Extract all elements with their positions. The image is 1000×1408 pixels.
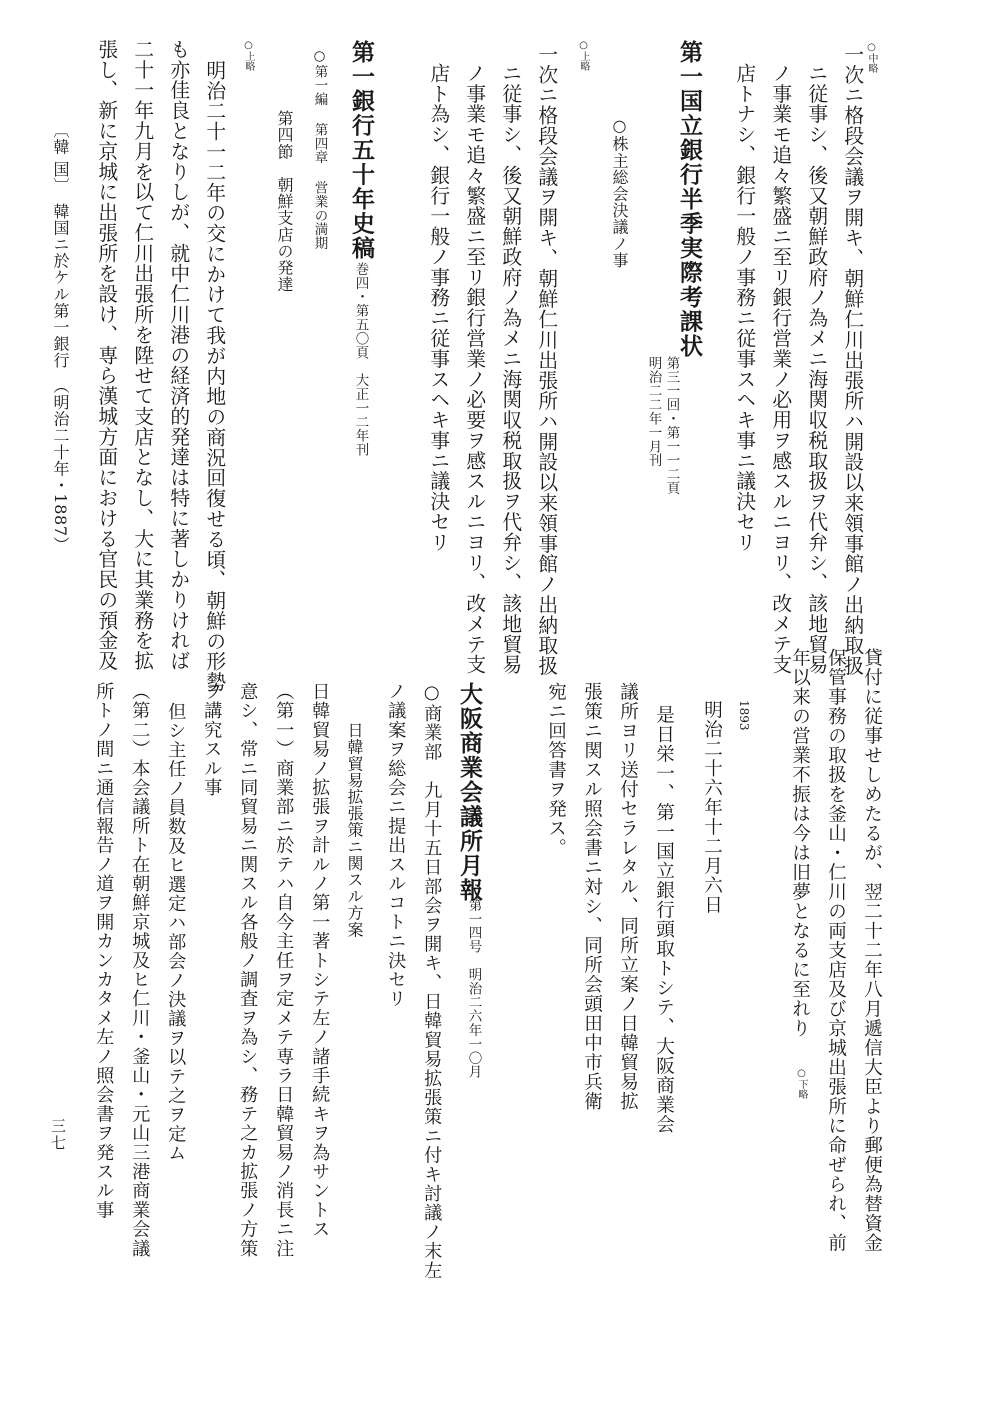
text-line: 張し、新に京城に出張所を設け、専ら漢城方面における官民の預金及: [94, 39, 118, 672]
text-line: 意シ、常ニ同貿易ニ関スル各般ノ調査ヲ為シ、務テ之カ拡張ノ方策: [237, 682, 259, 1258]
text-line: 一次ニ格段会議ヲ開キ、朝鮮仁川出張所ハ開設以来領事館ノ出納取扱: [534, 44, 558, 677]
text-line: 店トナシ、銀行一般ノ事務ニ従事スヘキ事ニ議決セリ: [732, 63, 756, 553]
section-heading: ○第一編 第四章 営業の満期: [311, 48, 328, 251]
text-line: も亦佳良となりしが、就中仁川港の経済的発達は特に著しかりければ: [166, 39, 190, 672]
text-line: ○商業部 九月十五日部会ヲ開キ、日韓貿易拡張策ニ付キ討議ノ末左: [421, 682, 443, 1280]
source-citation: 巻四・第五〇頁 大正一二年刊: [352, 262, 369, 457]
source-citation: 第三一回・第一一二頁: [663, 356, 680, 495]
text-line: 宛ニ回答書ヲ発ス。: [545, 682, 567, 858]
text-line: ニ従事シ、後又朝鮮政府ノ為メニ海関収税取扱ヲ代弁シ、該地貿易: [498, 63, 522, 675]
text-line: ノ議案ヲ総会ニ提出スルコトニ決セリ: [385, 682, 407, 1009]
omission-note: ○上略: [578, 40, 589, 71]
text-line: 年以来の営業不振は今は旧夢となるに至れり: [789, 648, 811, 1038]
text-line: 張策ニ関スル照会書ニ対シ、同所会頭田中市兵衛: [581, 682, 603, 1111]
omission-note: ○上略: [243, 40, 254, 71]
western-year: 1893: [737, 700, 751, 731]
date-heading: 明治二十六年十二月六日: [701, 700, 723, 915]
text-line: ノ事業モ追々繁盛ニ至リ銀行営業ノ必要ヲ感スルニヨリ、改メテ支: [462, 63, 486, 675]
text-line: ノ事業モ追々繁盛ニ至リ銀行営業ノ必用ヲ感スルニヨリ、改メテ支: [768, 63, 792, 675]
source-citation: 第一四号 明治二六年一〇月: [465, 898, 482, 1079]
text-line: 所トノ間ニ通信報告ノ道ヲ開カンカタメ左ノ照会書ヲ発スル事: [93, 682, 115, 1220]
source-title: 大阪商業会議所月報: [456, 682, 483, 903]
section-heading: 日韓貿易拡張策ニ関スル方案: [345, 722, 364, 938]
page-number: 三七: [49, 1118, 67, 1152]
text-line: 一次ニ格段会議ヲ開キ、朝鮮仁川出張所ハ開設以来領事館ノ出納取扱: [840, 44, 864, 677]
text-line: 明治二十一二年の交にかけて我が内地の商況回復せる頃、朝鮮の形勢: [202, 60, 226, 693]
omission-note: ○下略: [796, 1068, 807, 1099]
text-line: （第二）本会議所ト在朝鮮京城及ヒ仁川・釜山・元山三港商業会議: [129, 682, 151, 1258]
text-line: 店ト為シ、銀行一般ノ事務ニ従事スヘキ事ニ議決セリ: [426, 63, 450, 553]
text-line: ヲ講究スル事: [201, 682, 223, 798]
text-line: ニ従事シ、後又朝鮮政府ノ為メニ海関収税取扱ヲ代弁シ、該地貿易: [804, 63, 828, 675]
text-line: 議所ヨリ送付セラレタル、同所立案ノ日韓貿易拡: [617, 682, 639, 1111]
omission-note: ○中略: [866, 42, 877, 73]
source-title: 第一国立銀行半季実際考課状: [676, 40, 703, 359]
text-line: 保管事務の取扱を釜山・仁川の両支店及び京城出張所に命ぜられ、前: [825, 648, 847, 1253]
section-heading: 第四節 朝鮮支店の発達: [275, 110, 294, 293]
text-line: 日韓貿易ノ拡張ヲ計ルノ第一著トシテ左ノ諸手続キヲ為サントス: [309, 682, 331, 1239]
source-citation: 明治二二年一月刊: [645, 356, 662, 468]
text-line: 二十一年九月を以て仁川出張所を陞せて支店となし、大に其業務を拡: [130, 39, 154, 672]
section-heading: ○株主総会決議ノ事: [610, 116, 629, 269]
text-line: 貸付に従事せしめたるが、翌二十二年八月遞信大臣より郵便為替資金: [861, 648, 883, 1253]
text-line: （第一）商業部ニ於テハ自今主任ヲ定メテ専ラ日韓貿易ノ消長ニ注: [273, 682, 295, 1258]
source-title: 第一銀行五十年史稿: [348, 40, 375, 261]
text-line: 但シ主任ノ員数及ヒ選定ハ部会ノ決議ヲ以テ之ヲ定ム: [165, 702, 187, 1163]
text-line: 是日栄一、第一国立銀行頭取トシテ、大阪商業会: [653, 705, 675, 1134]
running-head: 〔韓 国〕 韓国ニ於ケル第一銀行 （明治二十年・1887）: [51, 122, 70, 554]
